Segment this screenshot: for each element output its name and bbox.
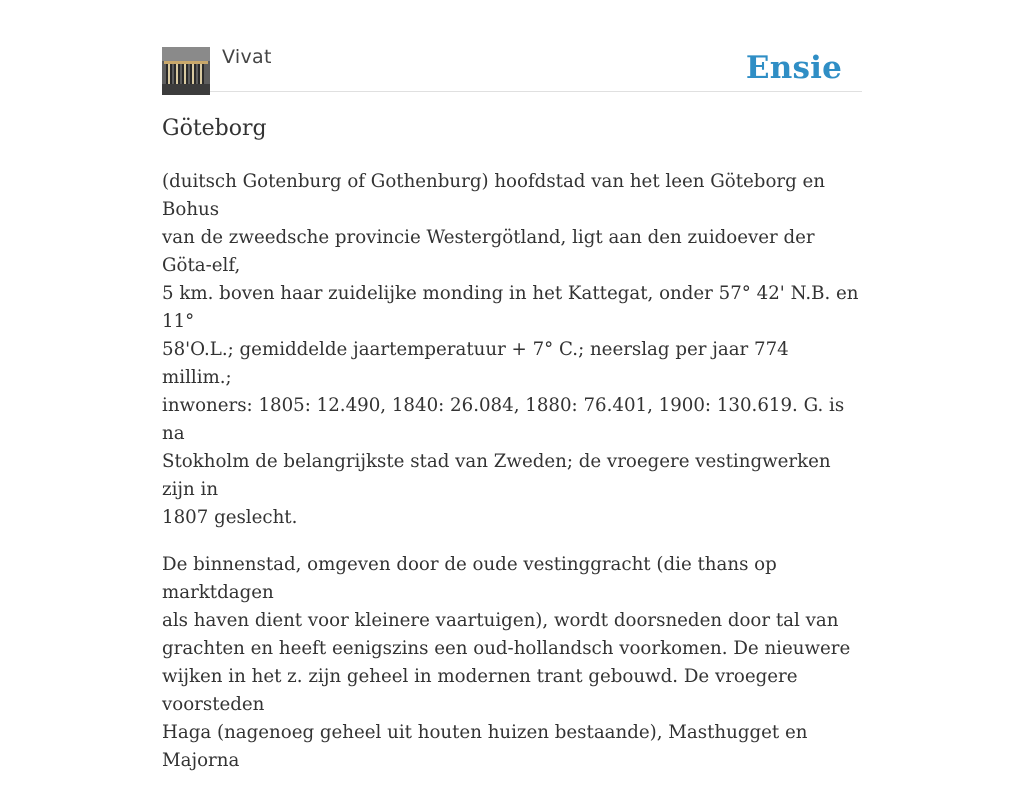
author-avatar[interactable] (162, 47, 210, 95)
text-line: inwoners: 1805: 12.490, 1840: 26.084, 1880: 76.401, 1900: 130.619. G. is na (162, 395, 845, 444)
text-line: als haven dient voor kleinere vaartuigen), wordt doorsneden door tal van (162, 610, 839, 631)
text-line: wijken in het z. zijn geheel in modernen trant gebouwd. De vroegere voorsteden (162, 666, 798, 715)
text-line: van de zweedsche provincie Westergötland, ligt aan den zuidoever der Göta-elf, (162, 227, 815, 276)
text-line: Haga (nagenoeg geheel uit houten huizen bestaande), Masthugget en Majorna (162, 722, 808, 771)
text-line: Stokholm de belangrijkste stad van Zweden; de vroegere vestingwerken zijn in (162, 451, 831, 500)
header (162, 0, 862, 92)
text-line: 5 km. boven haar zuidelijke monding in het Kattegat, onder 57° 42' N.B. en 11° (162, 283, 859, 332)
paragraph-2 (162, 551, 862, 775)
page-title: Göteborg (162, 116, 267, 141)
paragraph-1 (162, 168, 862, 532)
text-line: 58'O.L.; gemiddelde jaartemperatuur + 7° C.; neerslag per jaar 774 millim.; (162, 339, 789, 388)
bookshelf-avatar-icon (162, 47, 210, 95)
article-body (162, 168, 862, 794)
author-name[interactable]: Vivat (222, 46, 272, 68)
text-line: De binnenstad, omgeven door de oude vestinggracht (die thans op marktdagen (162, 554, 777, 603)
text-line: 1807 geslecht. (162, 507, 298, 528)
text-line: (duitsch Gotenburg of Gothenburg) hoofdstad van het leen Göteborg en Bohus (162, 171, 825, 220)
page-container (162, 0, 862, 771)
brand-logo[interactable]: Ensie (745, 50, 842, 86)
text-line: grachten en heeft eenigszins een oud-hollandsch voorkomen. De nieuwere (162, 638, 851, 659)
